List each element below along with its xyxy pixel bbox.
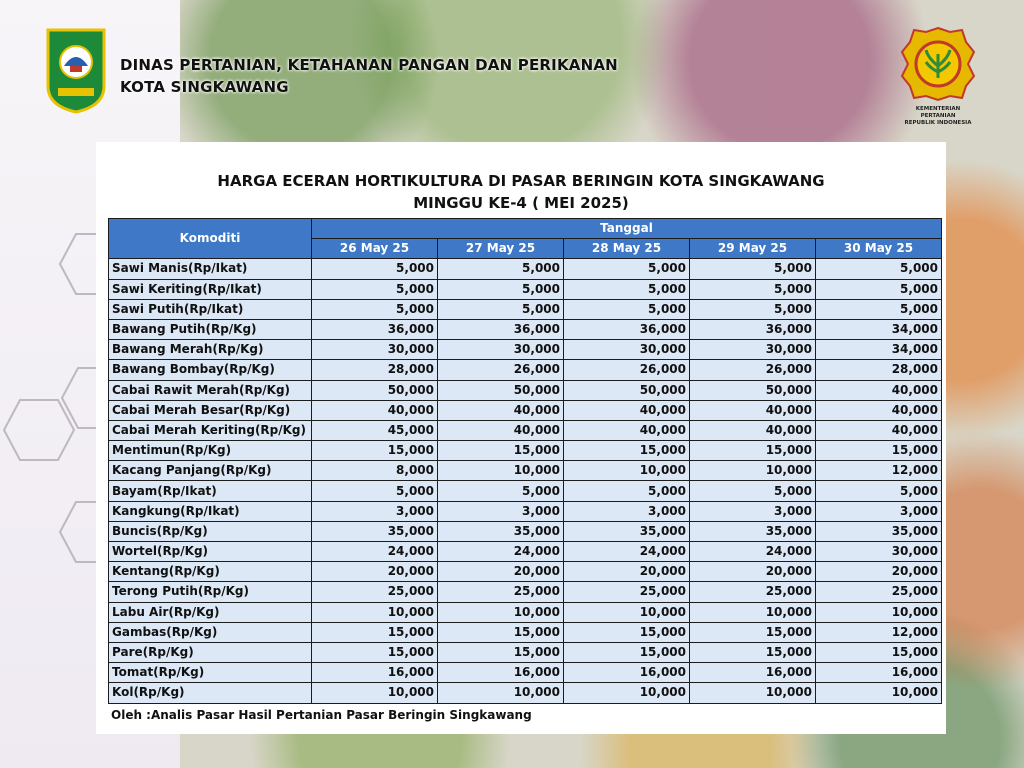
price-cell: 15,000 (564, 622, 690, 642)
date-column-header: 27 May 25 (438, 239, 564, 259)
price-cell: 26,000 (564, 360, 690, 380)
price-cell: 5,000 (564, 299, 690, 319)
price-cell: 36,000 (564, 319, 690, 339)
price-cell: 30,000 (690, 340, 816, 360)
price-cell: 12,000 (816, 461, 942, 481)
price-cell: 24,000 (564, 542, 690, 562)
price-cell: 30,000 (438, 340, 564, 360)
table-row (109, 319, 942, 339)
price-cell: 15,000 (438, 622, 564, 642)
price-cell: 15,000 (312, 441, 438, 461)
table-row (109, 420, 942, 440)
price-cell: 5,000 (816, 279, 942, 299)
report-title: HARGA ECERAN HORTIKULTURA DI PASAR BERINGIN KOTA SINGKAWANG (217, 172, 825, 190)
commodity-name: Bayam(Rp/Ikat) (109, 481, 312, 501)
price-cell: 5,000 (438, 259, 564, 279)
kementerian-pertanian-logo-icon (900, 26, 976, 102)
price-cell: 10,000 (690, 683, 816, 703)
commodity-name: Gambas(Rp/Kg) (109, 622, 312, 642)
price-cell: 28,000 (816, 360, 942, 380)
price-cell: 24,000 (438, 542, 564, 562)
price-cell: 3,000 (564, 501, 690, 521)
price-cell: 24,000 (690, 542, 816, 562)
price-cell: 16,000 (438, 663, 564, 683)
price-cell: 15,000 (312, 642, 438, 662)
price-cell: 5,000 (312, 299, 438, 319)
price-cell: 5,000 (690, 481, 816, 501)
price-cell: 25,000 (564, 582, 690, 602)
price-cell: 10,000 (312, 683, 438, 703)
commodity-name: Kentang(Rp/Kg) (109, 562, 312, 582)
price-cell: 5,000 (564, 481, 690, 501)
price-cell: 40,000 (564, 400, 690, 420)
commodity-name: Kacang Panjang(Rp/Kg) (109, 461, 312, 481)
price-cell: 25,000 (816, 582, 942, 602)
page-header (0, 0, 1024, 140)
price-cell: 35,000 (690, 521, 816, 541)
price-cell: 5,000 (690, 259, 816, 279)
table-row (109, 582, 942, 602)
kementerian-pertanian-logo (898, 26, 978, 126)
date-column-header: 26 May 25 (312, 239, 438, 259)
table-row (109, 622, 942, 642)
commodity-name: Bawang Putih(Rp/Kg) (109, 319, 312, 339)
table-row (109, 259, 942, 279)
table-row (109, 542, 942, 562)
price-cell: 16,000 (816, 663, 942, 683)
price-cell: 15,000 (312, 622, 438, 642)
price-cell: 5,000 (816, 299, 942, 319)
price-cell: 26,000 (438, 360, 564, 380)
table-row (109, 461, 942, 481)
price-cell: 40,000 (816, 420, 942, 440)
price-cell: 5,000 (816, 259, 942, 279)
table-row (109, 501, 942, 521)
price-cell: 40,000 (312, 400, 438, 420)
ministry-caption-2: REPUBLIK INDONESIA (904, 120, 972, 126)
table-row (109, 299, 942, 319)
price-cell: 15,000 (438, 642, 564, 662)
commodity-name: Cabai Rawit Merah(Rp/Kg) (109, 380, 312, 400)
ministry-caption-1: KEMENTERIAN PERTANIAN (915, 106, 961, 119)
commodity-column-header: Komoditi (109, 219, 312, 259)
price-cell: 5,000 (312, 279, 438, 299)
price-cell: 36,000 (438, 319, 564, 339)
price-cell: 5,000 (438, 481, 564, 501)
price-cell: 10,000 (816, 683, 942, 703)
date-column-header: 30 May 25 (816, 239, 942, 259)
commodity-name: Tomat(Rp/Kg) (109, 663, 312, 683)
price-cell: 20,000 (564, 562, 690, 582)
commodity-name: Bawang Merah(Rp/Kg) (109, 340, 312, 360)
price-cell: 50,000 (564, 380, 690, 400)
price-cell: 10,000 (564, 461, 690, 481)
price-cell: 25,000 (312, 582, 438, 602)
table-row (109, 683, 942, 703)
price-cell: 15,000 (690, 441, 816, 461)
price-cell: 15,000 (690, 642, 816, 662)
price-cell: 5,000 (438, 299, 564, 319)
commodity-name: Labu Air(Rp/Kg) (109, 602, 312, 622)
price-cell: 10,000 (438, 602, 564, 622)
price-cell: 35,000 (312, 521, 438, 541)
price-cell: 10,000 (564, 602, 690, 622)
price-cell: 10,000 (438, 461, 564, 481)
price-cell: 45,000 (312, 420, 438, 440)
price-cell: 35,000 (564, 521, 690, 541)
price-cell: 50,000 (690, 380, 816, 400)
price-cell: 3,000 (816, 501, 942, 521)
table-row (109, 441, 942, 461)
price-cell: 35,000 (816, 521, 942, 541)
agency-name-line2: KOTA SINGKAWANG (120, 78, 289, 96)
price-cell: 40,000 (816, 400, 942, 420)
price-cell: 50,000 (312, 380, 438, 400)
price-cell: 15,000 (564, 642, 690, 662)
price-cell: 40,000 (690, 400, 816, 420)
price-cell: 10,000 (564, 683, 690, 703)
price-table (108, 218, 942, 704)
price-cell: 15,000 (438, 441, 564, 461)
commodity-name: Pare(Rp/Kg) (109, 642, 312, 662)
price-cell: 30,000 (312, 340, 438, 360)
price-cell: 5,000 (564, 259, 690, 279)
price-cell: 12,000 (816, 622, 942, 642)
price-cell: 30,000 (564, 340, 690, 360)
price-cell: 10,000 (438, 683, 564, 703)
price-cell: 15,000 (816, 441, 942, 461)
price-cell: 20,000 (690, 562, 816, 582)
price-cell: 5,000 (312, 259, 438, 279)
price-cell: 5,000 (690, 279, 816, 299)
price-cell: 5,000 (690, 299, 816, 319)
commodity-name: Bawang Bombay(Rp/Kg) (109, 360, 312, 380)
table-row (109, 481, 942, 501)
price-cell: 5,000 (564, 279, 690, 299)
price-cell: 16,000 (564, 663, 690, 683)
table-row (109, 602, 942, 622)
commodity-name: Sawi Putih(Rp/Ikat) (109, 299, 312, 319)
commodity-name: Cabai Merah Besar(Rp/Kg) (109, 400, 312, 420)
price-cell: 40,000 (690, 420, 816, 440)
price-cell: 30,000 (816, 542, 942, 562)
commodity-name: Buncis(Rp/Kg) (109, 521, 312, 541)
price-cell: 25,000 (438, 582, 564, 602)
price-cell: 40,000 (816, 380, 942, 400)
table-row (109, 562, 942, 582)
price-cell: 10,000 (690, 461, 816, 481)
price-cell: 25,000 (690, 582, 816, 602)
date-column-header: 29 May 25 (690, 239, 816, 259)
price-report-card (96, 142, 946, 734)
price-cell: 40,000 (438, 400, 564, 420)
price-cell: 10,000 (690, 602, 816, 622)
price-cell: 10,000 (816, 602, 942, 622)
price-cell: 40,000 (564, 420, 690, 440)
price-cell: 36,000 (690, 319, 816, 339)
price-cell: 8,000 (312, 461, 438, 481)
table-row (109, 279, 942, 299)
price-cell: 15,000 (690, 622, 816, 642)
price-cell: 20,000 (312, 562, 438, 582)
commodity-name: Terong Putih(Rp/Kg) (109, 582, 312, 602)
table-row (109, 340, 942, 360)
price-cell: 10,000 (312, 602, 438, 622)
price-cell: 26,000 (690, 360, 816, 380)
date-group-header: Tanggal (312, 219, 942, 239)
table-row (109, 360, 942, 380)
price-cell: 34,000 (816, 319, 942, 339)
price-cell: 40,000 (438, 420, 564, 440)
price-cell: 15,000 (564, 441, 690, 461)
commodity-name: Mentimun(Rp/Kg) (109, 441, 312, 461)
commodity-name: Sawi Keriting(Rp/Ikat) (109, 279, 312, 299)
date-column-header: 28 May 25 (564, 239, 690, 259)
report-subtitle: MINGGU KE-4 ( MEI 2025) (413, 194, 629, 212)
singkawang-city-emblem-icon (44, 26, 108, 114)
table-row (109, 642, 942, 662)
agency-name-line1: DINAS PERTANIAN, KETAHANAN PANGAN DAN PERIKANAN (120, 56, 618, 74)
table-row (109, 521, 942, 541)
table-row (109, 400, 942, 420)
price-cell: 35,000 (438, 521, 564, 541)
price-cell: 24,000 (312, 542, 438, 562)
price-cell: 3,000 (312, 501, 438, 521)
price-cell: 15,000 (816, 642, 942, 662)
price-cell: 5,000 (438, 279, 564, 299)
price-cell: 36,000 (312, 319, 438, 339)
table-row (109, 663, 942, 683)
price-cell: 3,000 (690, 501, 816, 521)
table-row (109, 380, 942, 400)
price-cell: 20,000 (816, 562, 942, 582)
price-cell: 50,000 (438, 380, 564, 400)
price-cell: 16,000 (690, 663, 816, 683)
commodity-name: Sawi Manis(Rp/Ikat) (109, 259, 312, 279)
price-cell: 20,000 (438, 562, 564, 582)
source-footnote: Oleh :Analis Pasar Hasil Pertanian Pasar Beringin Singkawang (111, 708, 532, 722)
price-cell: 16,000 (312, 663, 438, 683)
price-cell: 34,000 (816, 340, 942, 360)
price-cell: 5,000 (312, 481, 438, 501)
price-cell: 28,000 (312, 360, 438, 380)
price-cell: 3,000 (438, 501, 564, 521)
commodity-name: Kangkung(Rp/Ikat) (109, 501, 312, 521)
price-cell: 5,000 (816, 481, 942, 501)
commodity-name: Cabai Merah Keriting(Rp/Kg) (109, 420, 312, 440)
commodity-name: Kol(Rp/Kg) (109, 683, 312, 703)
commodity-name: Wortel(Rp/Kg) (109, 542, 312, 562)
